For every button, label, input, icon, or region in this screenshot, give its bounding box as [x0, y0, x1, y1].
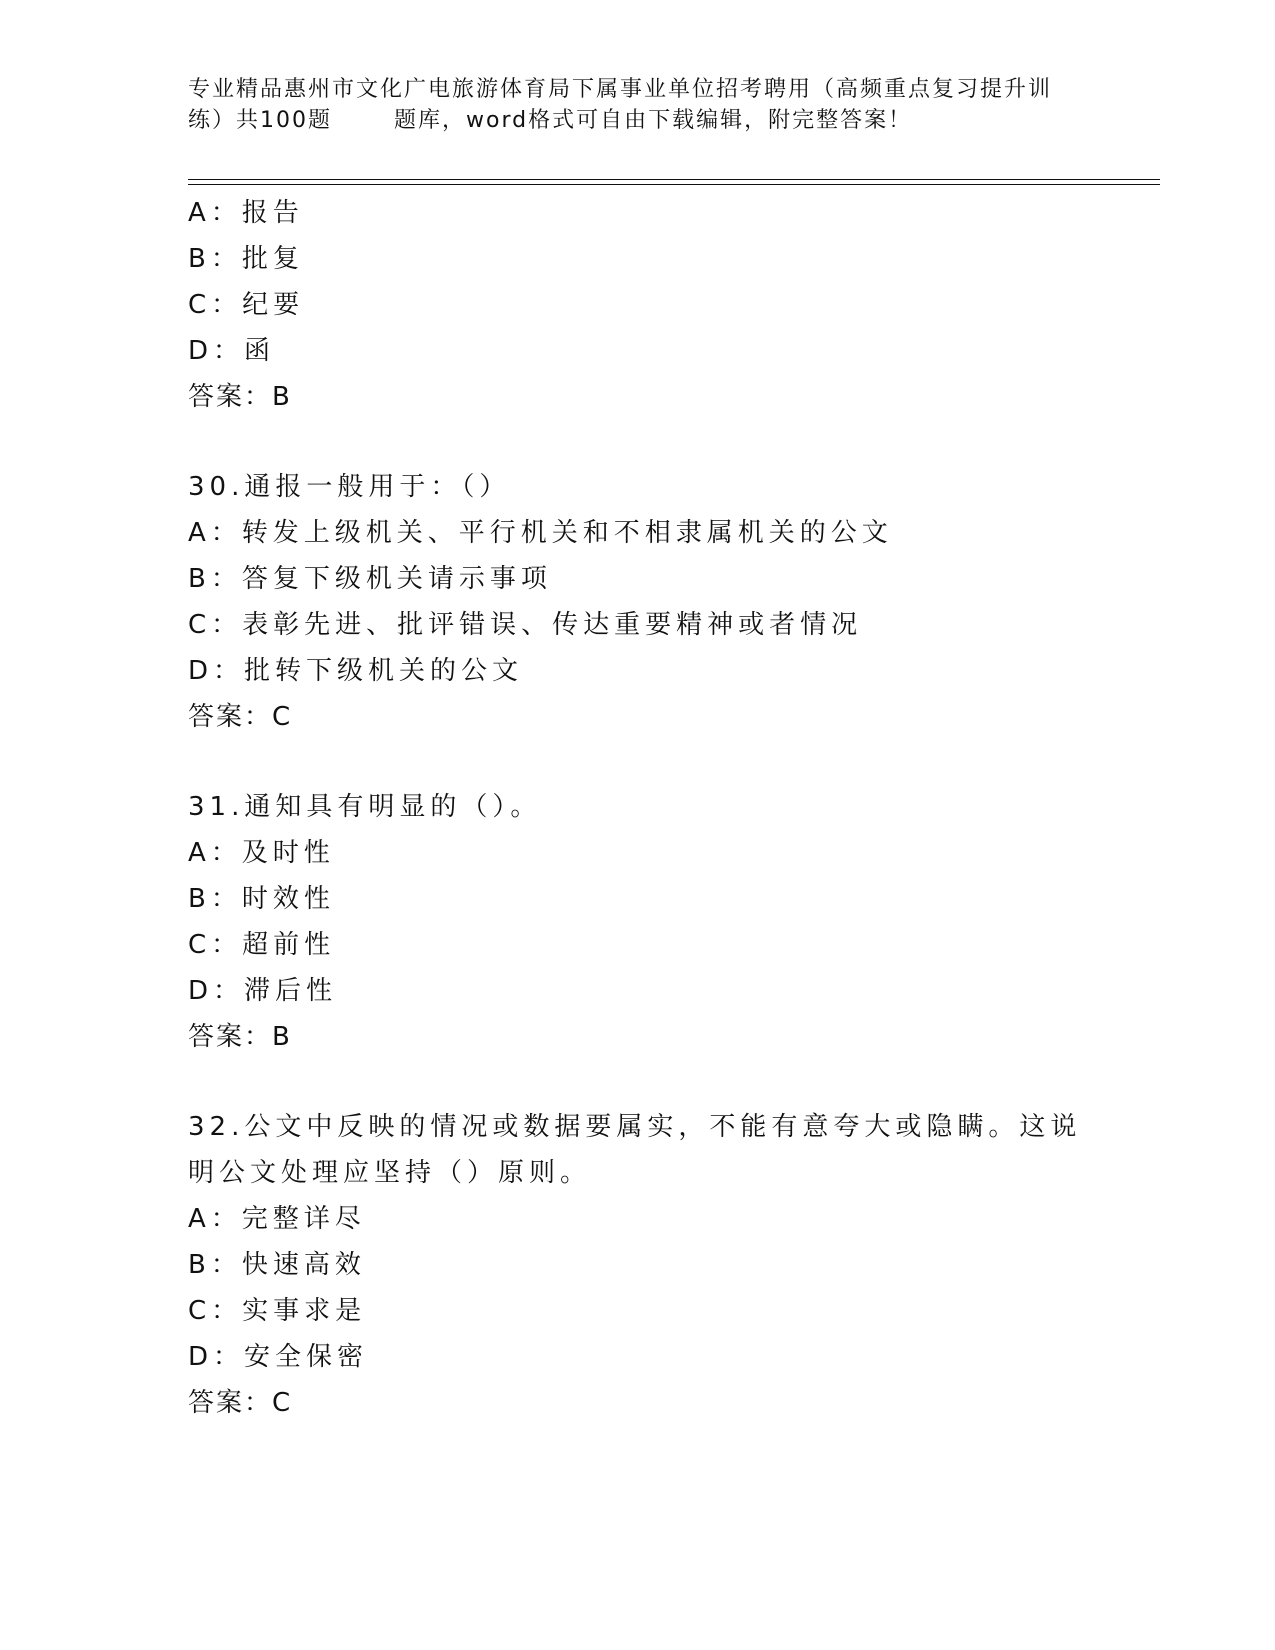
header-line-1: 专业精品惠州市文化广电旅游体育局下属事业单位招考聘用（高频重点复习提升训 — [188, 77, 1053, 102]
header-divider-top — [188, 179, 1160, 180]
header-line-2 — [188, 105, 1088, 136]
option-a: A：及时性 — [188, 838, 335, 868]
option-b: B：答复下级机关请示事项 — [188, 564, 552, 594]
option-a: A：完整详尽 — [188, 1204, 366, 1234]
question-text: 32.公文中反映的情况或数据要属实，不能有意夸大或隐瞒。这说明公文处理应坚持（）原则。 — [188, 1112, 1082, 1188]
option-d: D：滞后性 — [188, 976, 338, 1006]
answer: 答案：C — [188, 702, 293, 732]
header-line-2-start: 练）共100题 — [188, 108, 332, 133]
option-b: B：快速高效 — [188, 1250, 366, 1280]
question-text: 30.通报一般用于：（） — [188, 472, 511, 502]
option-d: D：安全保密 — [188, 1342, 369, 1372]
option-a: A：报告 — [188, 198, 304, 228]
question-31 — [188, 784, 1088, 1060]
question-30 — [188, 464, 1088, 740]
question-29 — [188, 190, 1088, 420]
header-line-2-end: 题库，word格式可自由下载编辑，附完整答案！ — [394, 108, 913, 133]
answer: 答案：B — [188, 1022, 292, 1052]
header-divider-bottom — [188, 184, 1160, 185]
option-b: B：批复 — [188, 244, 304, 274]
answer: 答案：B — [188, 382, 292, 412]
option-c: C：表彰先进、批评错误、传达重要精神或者情况 — [188, 610, 863, 640]
option-c: C：实事求是 — [188, 1296, 367, 1326]
option-c: C：纪要 — [188, 290, 305, 320]
option-c: C：超前性 — [188, 930, 336, 960]
question-list — [188, 190, 1088, 1426]
option-d: D：函 — [188, 336, 276, 366]
option-a: A：转发上级机关、平行机关和不相隶属机关的公文 — [188, 518, 893, 548]
question-32 — [188, 1104, 1088, 1426]
option-d: D：批转下级机关的公文 — [188, 656, 524, 686]
document-header — [188, 74, 1088, 136]
answer: 答案：C — [188, 1388, 293, 1418]
question-text: 31.通知具有明显的（）。 — [188, 792, 542, 822]
option-b: B：时效性 — [188, 884, 335, 914]
